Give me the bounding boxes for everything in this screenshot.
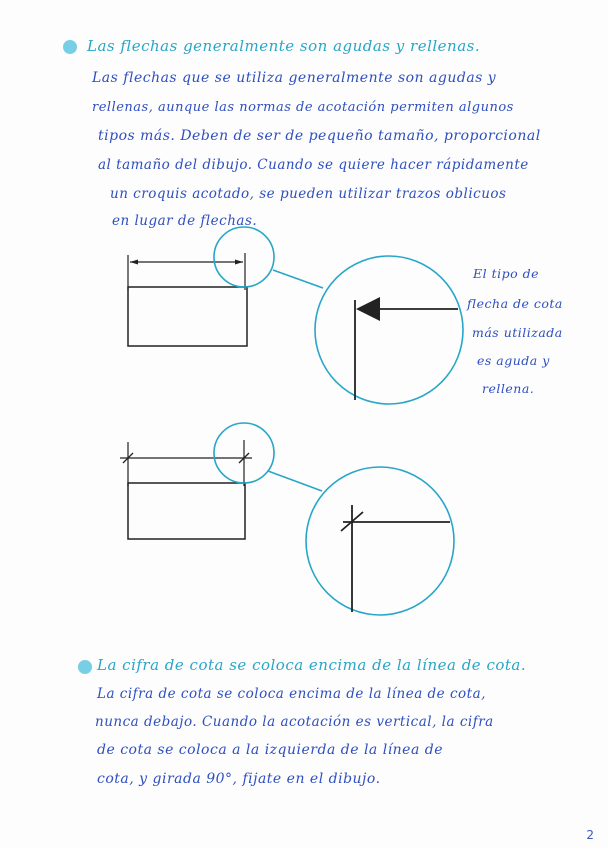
section1-heading: Las flechas generalmente son agudas y rellenas.	[87, 37, 481, 55]
section1-line: Las flechas que se utiliza generalmente son agudas y	[92, 70, 497, 86]
section1-line: al tamaño del dibujo. Cuando se quiere hacer rápidamente	[98, 157, 529, 173]
section1-line: en lugar de flechas.	[112, 213, 258, 229]
connector-line	[268, 471, 322, 491]
figure-note-line: El tipo de	[473, 266, 540, 281]
section1-line: rellenas, aunque las normas de acotación permiten algunos	[92, 100, 514, 115]
connector-line	[273, 270, 323, 288]
drawn-rectangle	[128, 287, 247, 346]
figure-note-line: flecha de cota	[467, 296, 563, 311]
arrowhead	[130, 260, 138, 265]
page-number: 2	[586, 828, 594, 842]
figure-note-line: es aguda y	[477, 353, 550, 368]
figure-note-line: rellena.	[482, 381, 535, 396]
arrowhead	[235, 260, 243, 265]
drawn-rectangle	[128, 483, 245, 539]
section1-line: un croquis acotado, se pueden utilizar trazos oblicuos	[110, 186, 507, 202]
section2-line: de cota se coloca a la izquierda de la línea de	[97, 742, 444, 758]
section2-line: nunca debajo. Cuando la acotación es vertical, la cifra	[95, 714, 494, 730]
section2-line: cota, y girada 90°, fijate en el dibujo.	[97, 771, 381, 787]
figure-arrowheads	[128, 227, 463, 404]
section2-line: La cifra de cota se coloca encima de la línea de cota,	[97, 686, 486, 702]
magnified-circle	[306, 467, 454, 615]
section1-line: tipos más. Deben de ser de pequeño tamaño, proporcional	[98, 128, 541, 144]
detail-circle	[214, 227, 274, 287]
magnified-circle	[315, 256, 463, 404]
figure-note-line: más utilizada	[472, 325, 563, 340]
bullet-icon	[78, 660, 92, 674]
section2-heading: La cifra de cota se coloca encima de la línea de cota.	[97, 656, 527, 674]
figure-oblique-strokes	[120, 423, 454, 615]
magnified-arrowhead	[356, 297, 380, 321]
